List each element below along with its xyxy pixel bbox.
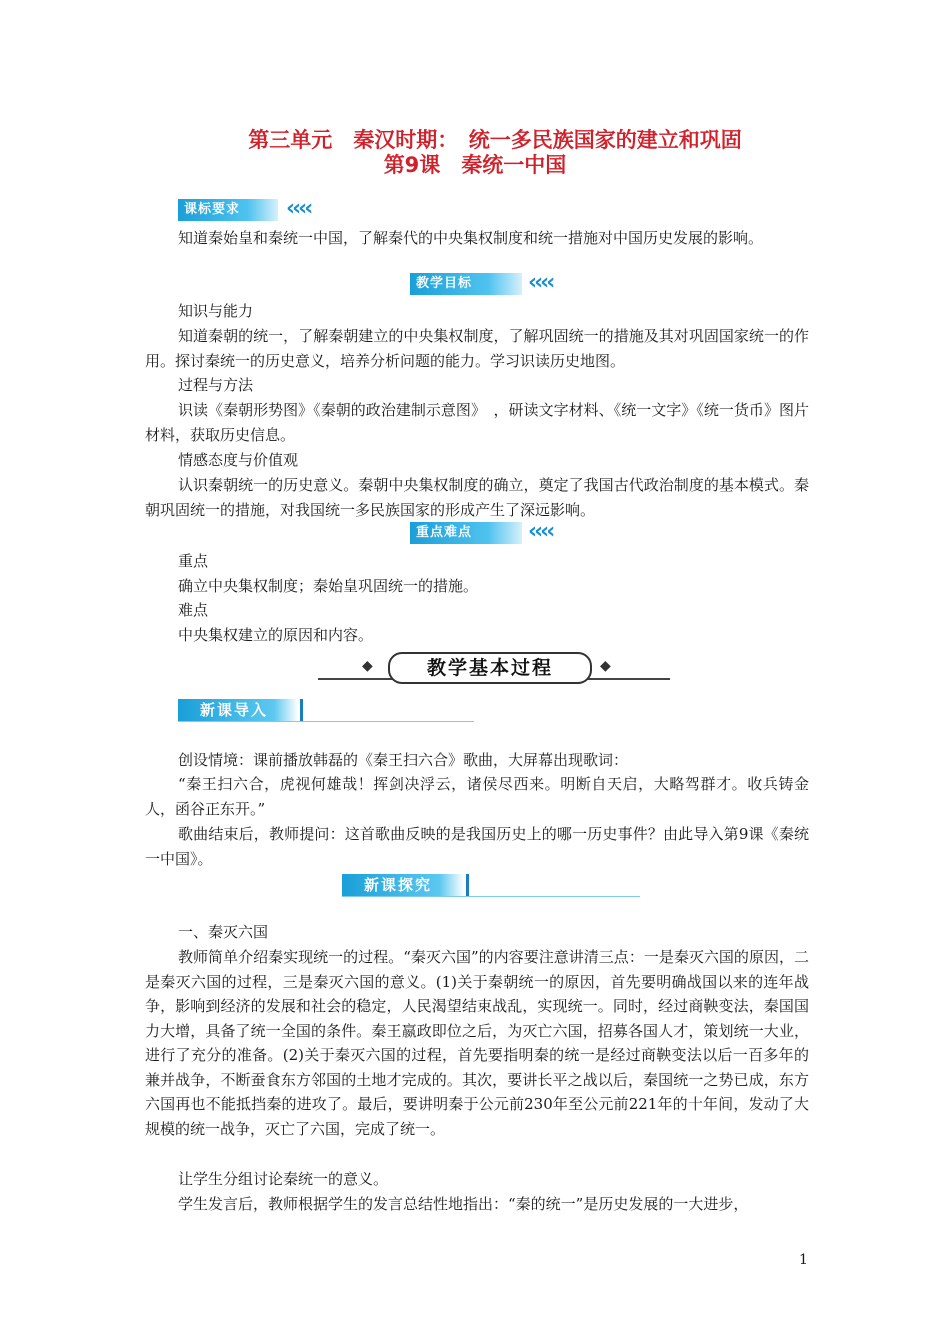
- banner-tick: [300, 699, 303, 721]
- key-point-text: 确立中央集权制度；秦始皇巩固统一的措施。: [178, 577, 479, 595]
- objective-emotion-text: 认识秦朝统一的历史意义。秦朝中央集权制度的确立，奠定了我国古代政治制度的基本模式。秦朝巩固统一的措施，对我国统一多民族国家的形成产生了深远影响。: [145, 476, 809, 519]
- section-label: 教学目标: [410, 273, 522, 295]
- banner-underline: [342, 896, 640, 897]
- unit-title: 第三单元 秦汉时期： 统一多民族国家的建立和巩固: [248, 128, 742, 152]
- objective-process-label: 过程与方法: [178, 376, 254, 394]
- lesson-title: 第9课 秦统一中国: [383, 153, 567, 177]
- kebiao-text: 知道秦始皇和秦统一中国，了解秦代的中央集权制度和统一措施对中国历史发展的影响。: [178, 229, 764, 247]
- explore-paragraph-1: 教师简单介绍秦实现统一的过程。“秦灭六国”的内容要注意讲清三点：一是秦灭六国的原因，二是秦灭六国的过程，三是秦灭六国的意义。(1)关于秦朝统一的原因，首先要明确战国以来的连年战争，影响到经济的发展和社会的稳定，人民渴望结束战乱，实现统一。同时，经过商鞅变法，秦国国力大增，具备了统一全国的条件。秦王嬴政即位之后，为灭亡六国，招募各国人才，策划统一大业，进行了充分的准备。(2)关于秦灭六国的过程，首先要指明秦的统一是经过商鞅变法以后一百多年的兼并战争，不断蚕食东方邻国的土地才完成的。其次，要讲长平之战以后，秦国统一之势已成，东方六国再也不能抵挡秦的进攻了。最后，要讲明秦于公元前230年至公元前221年的十年间，发动了大规模的统一战争，灭亡了六国，完成了统一。: [145, 948, 809, 1138]
- banner-underline: [178, 721, 474, 722]
- explore-heading: 一、秦灭六国: [178, 923, 269, 941]
- section-banner-tanjiu: [342, 874, 642, 900]
- intro-paragraph-3: 歌曲结束后，教师提问：这首歌曲反映的是我国历史上的哪一历史事件？由此导入第9课《秦统一中国》。: [145, 825, 809, 868]
- explore-paragraph-2: 让学生分组讨论秦统一的意义。: [178, 1170, 389, 1188]
- section-banner-daoru: [178, 699, 478, 725]
- intro-paragraph-1: 创设情境：课前播放韩磊的《秦王扫六合》歌曲，大屏幕出现歌词：: [178, 751, 629, 769]
- diamond-icon: ◆: [362, 658, 373, 674]
- main-process-label: 教学基本过程: [388, 652, 592, 684]
- section-banner-kebiao: [178, 196, 348, 221]
- page-number: 1: [799, 1252, 808, 1268]
- intro-paragraph-2: “秦王扫六合，虎视何雄哉！挥剑决浮云，诸侯尽西来。明断自天启，大略驾群才。收兵铸金人，函谷正东开。”: [145, 775, 809, 818]
- section-banner-mubiao: [410, 270, 580, 295]
- main-process-heading: [318, 650, 670, 686]
- explore-paragraph-3: 学生发言后，教师根据学生的发言总结性地指出：“秦的统一”是历史发展的一大进步，: [178, 1195, 749, 1213]
- chevrons-icon: ‹‹‹‹: [286, 196, 311, 221]
- banner-tick: [466, 874, 469, 896]
- objective-knowledge-label: 知识与能力: [178, 302, 254, 320]
- section-banner-zhongdian: [410, 519, 580, 544]
- difficulty-label: 难点: [178, 601, 209, 619]
- objective-process-text: 识读《秦朝形势图》《秦朝的政治建制示意图》 ，研读文字材料、《统一文字》《统一货币》图片材料，获取历史信息。: [145, 401, 809, 444]
- difficulty-text: 中央集权建立的原因和内容。: [178, 626, 374, 644]
- section-label: 课标要求: [178, 199, 278, 221]
- section-label: 重点难点: [410, 522, 522, 544]
- objective-knowledge-text: 知道秦朝的统一，了解秦朝建立的中央集权制度，了解巩固统一的措施及其对巩固国家统一的作用。探讨秦统一的历史意义，培养分析问题的能力。学习识读历史地图。: [145, 327, 809, 370]
- section-label: 新课探究: [342, 874, 464, 896]
- diamond-icon: ◆: [600, 658, 611, 674]
- section-label: 新课导入: [178, 699, 298, 721]
- key-point-label: 重点: [178, 552, 209, 570]
- objective-emotion-label: 情感态度与价值观: [178, 451, 299, 469]
- chevrons-icon: ‹‹‹‹: [528, 519, 553, 544]
- chevrons-icon: ‹‹‹‹: [528, 270, 553, 295]
